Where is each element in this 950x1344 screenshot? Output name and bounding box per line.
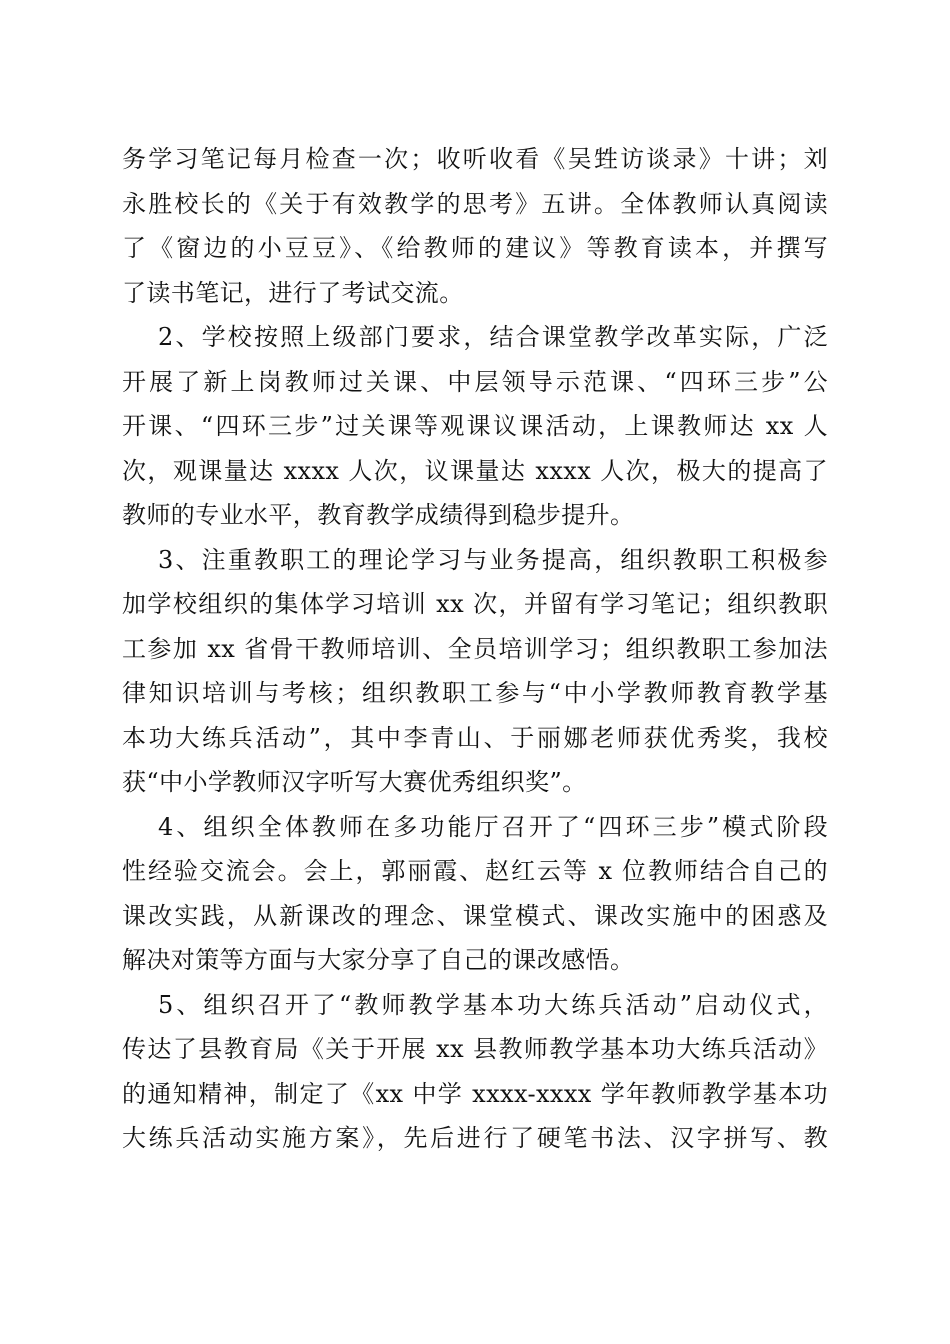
paragraph-4-start: 4、组织全体教师在多功能厅召开了“四环三步”模式阶段 [158,812,828,841]
text-line: 次，观课量达 xxxx 人次，议课量达 xxxx 人次，极大的提高了 [122,456,828,485]
text-line: 工参加 xx 省骨干教师培训、全员培训学习；组织教职工参加法 [122,634,828,663]
text-line: 开课、“四环三步”过关课等观课议课活动，上课教师达 xx 人 [122,412,828,440]
text-line: 永胜校长的《关于有效教学的思考》五讲。全体教师认真阅读 [122,189,828,218]
text-line: 教师的专业水平，教育教学成绩得到稳步提升。 [122,501,635,529]
text-line: 了《窗边的小豆豆》、《给教师的建议》等教育读本，并撰写 [122,234,828,262]
text-line: 大练兵活动实施方案》，先后进行了硬笔书法、汉字拼写、教 [122,1124,828,1152]
body-text [122,137,828,1161]
text-line: 本功大练兵活动”，其中李青山、于丽娜老师获优秀奖，我校 [122,723,828,752]
text-line: 性经验交流会。会上，郭丽霞、赵红云等 x 位教师结合自己的 [122,857,828,885]
text-line: 课改实践，从新课改的理念、课堂模式、课改实施中的困惑及 [122,901,828,930]
paragraph-2-start: 2、学校按照上级部门要求，结合课堂教学改革实际，广泛 [158,323,828,351]
text-line: 开展了新上岗教师过关课、中层领导示范课、“四环三步”公 [122,367,828,396]
text-line: 加学校组织的集体学习培训 xx 次，并留有学习笔记；组织教职 [122,590,828,618]
paragraph-5-start: 5、组织召开了“教师教学基本功大练兵活动”启动仪式， [158,990,828,1019]
text-line: 了读书笔记，进行了考试交流。 [122,278,464,307]
text-line: 的通知精神，制定了《xx 中学 xxxx-xxxx 学年教师教学基本功 [122,1079,828,1108]
text-line: 传达了县教育局《关于开展 xx 县教师教学基本功大练兵活动》 [122,1035,828,1063]
text-line: 务学习笔记每月检查一次；收听收看《吴甡访谈录》十讲；刘 [122,145,828,173]
text-line: 获“中小学教师汉字听写大赛优秀组织奖”。 [122,768,587,796]
paragraph-3-start: 3、注重教职工的理论学习与业务提高，组织教职工积极参 [158,545,828,574]
text-line: 律知识培训与考核；组织教职工参与“中小学教师教育教学基 [122,679,828,707]
text-line: 解决对策等方面与大家分享了自己的课改感悟。 [122,946,635,974]
